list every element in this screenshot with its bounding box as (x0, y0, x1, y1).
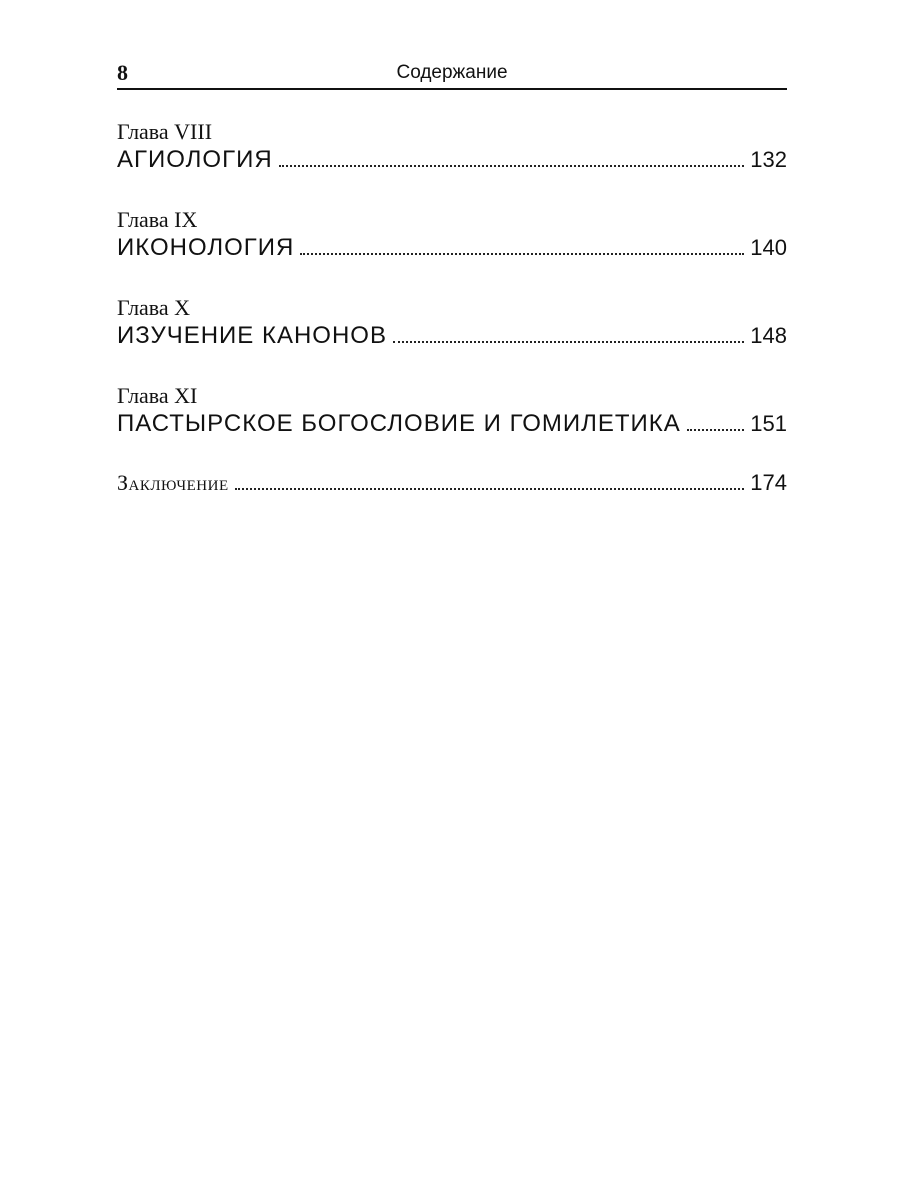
dot-leader (235, 488, 745, 490)
entry-line[interactable] (117, 322, 787, 354)
chapter-label: Глава XI (117, 383, 198, 408)
entry-line[interactable] (117, 234, 787, 266)
chapter-label: Глава X (117, 295, 191, 320)
entry-title: ИЗУЧЕНИЕ КАНОНОВ (117, 322, 387, 349)
entry-title: ПАСТЫРСКОЕ БОГОСЛОВИЕ И ГОМИЛЕТИКА (117, 410, 681, 437)
dot-leader (279, 165, 745, 167)
toc-entry-conclusion (117, 470, 787, 502)
entry-line[interactable] (117, 470, 787, 502)
toc-entry-chapter-11 (117, 382, 787, 442)
page-number: 8 (117, 60, 128, 85)
entry-page-number: 174 (750, 470, 787, 495)
dot-leader (393, 341, 744, 343)
table-of-contents (117, 118, 787, 530)
dot-leader (300, 253, 744, 255)
entry-line[interactable] (117, 410, 787, 442)
dot-leader (687, 429, 745, 431)
entry-page-number: 151 (750, 411, 787, 436)
chapter-label: Глава VIII (117, 119, 213, 144)
toc-entry-chapter-10 (117, 294, 787, 354)
toc-entry-chapter-8 (117, 118, 787, 178)
chapter-label: Глава IX (117, 207, 198, 232)
entry-line[interactable] (117, 146, 787, 178)
entry-page-number: 132 (750, 147, 787, 172)
running-header (117, 58, 787, 90)
toc-entry-chapter-9 (117, 206, 787, 266)
entry-page-number: 140 (750, 235, 787, 260)
entry-page-number: 148 (750, 323, 787, 348)
running-title: Содержание (396, 62, 508, 83)
entry-title: ИКОНОЛОГИЯ (117, 234, 295, 261)
entry-title: АГИОЛОГИЯ (117, 146, 273, 173)
entry-title: Заключение (117, 470, 229, 495)
